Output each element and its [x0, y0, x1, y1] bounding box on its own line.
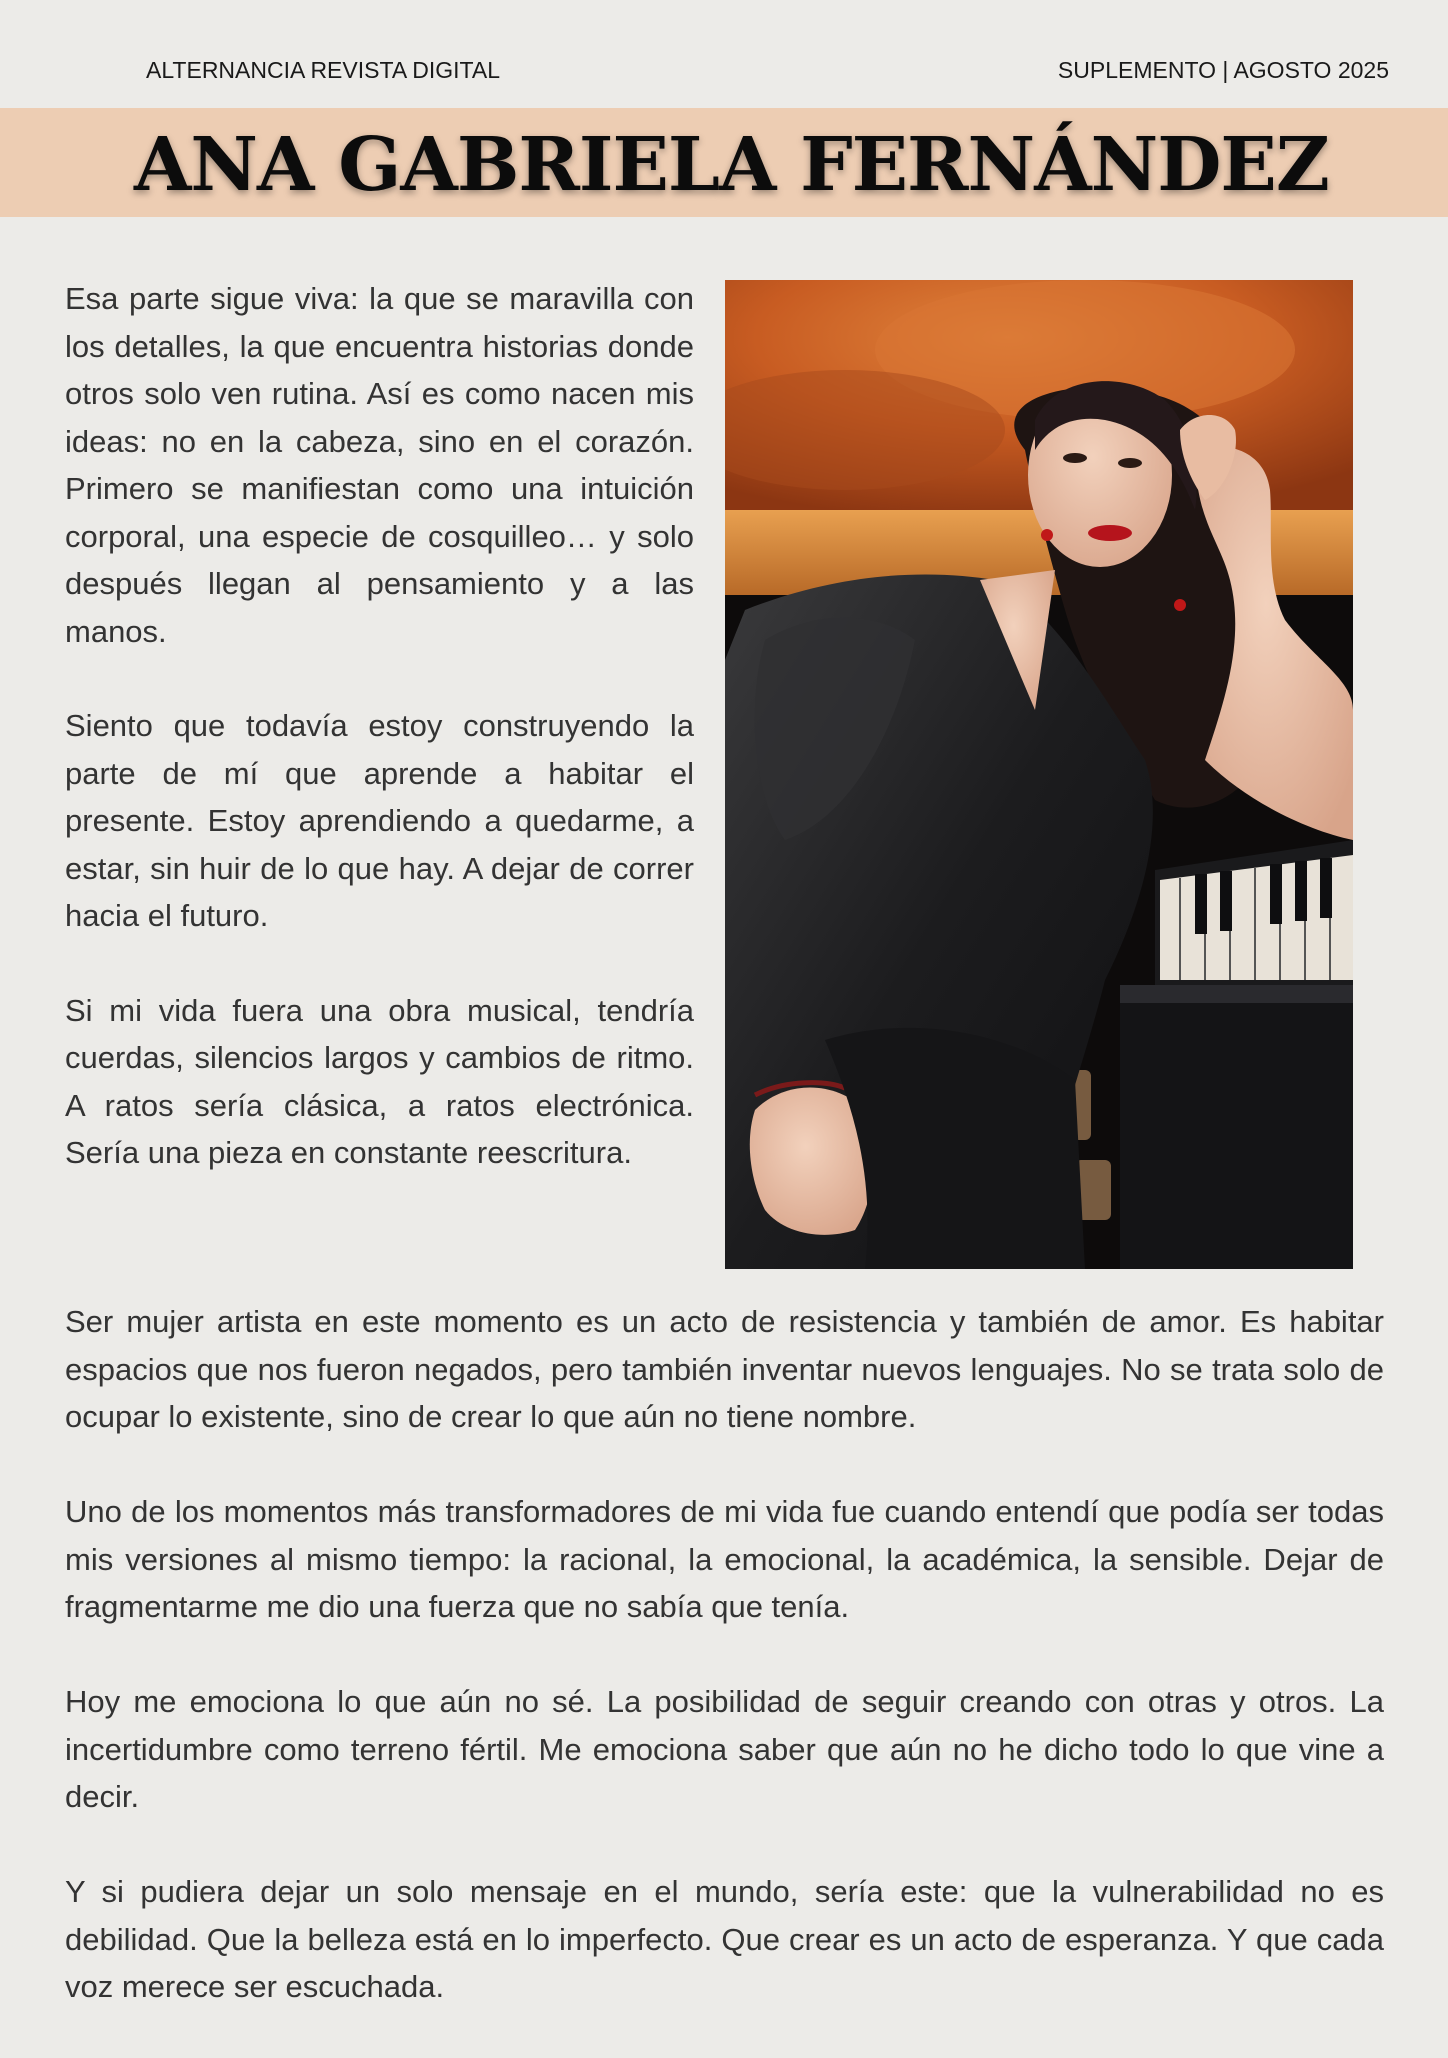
- title-band: [0, 108, 1448, 217]
- publication-name: ALTERNANCIA REVISTA DIGITAL: [146, 57, 501, 83]
- paragraph: Siento que todavía estoy construyendo la parte de mí que aprende a habitar el presente. Estoy aprendiendo a quedarme, a estar, sin huir de lo que hay. A dejar de correr hacia el futuro.: [65, 708, 694, 933]
- intro-column: [65, 275, 694, 1224]
- article-title: ANA GABRIELA FERNÁNDEZ: [134, 122, 1329, 208]
- paragraph: Si mi vida fuera una obra musical, tendría cuerdas, silencios largos y cambios de ritmo. A ratos sería clásica, a ratos electrónica. Sería una pieza en constante reescritura.: [65, 992, 694, 1170]
- paragraph: Ser mujer artista en este momento es un acto de resistencia y también de amor. Es habitar espacios que nos fueron negados, pero también inventar nuevos lenguajes. No se trata solo de ocupar lo existente, sino de crear lo que aún no tiene nombre.: [65, 1304, 1384, 1434]
- paragraph: Uno de los momentos más transformadores de mi vida fue cuando entendí que podía ser todas mis versiones al mismo tiempo: la racional, la emocional, la académica, la sensible. Dejar de fragmentarme me dio una fuerza que no sabía que tenía.: [65, 1494, 1384, 1624]
- page-header: [0, 55, 1448, 85]
- article-body: [65, 1298, 1384, 2058]
- paragraph: Hoy me emociona lo que aún no sé. La posibilidad de seguir creando con otras y otros. La incertidumbre como terreno fértil. Me emociona saber que aún no he dicho todo lo que vine a decir.: [65, 1684, 1384, 1814]
- issue-label: SUPLEMENTO | AGOSTO 2025: [1057, 57, 1389, 83]
- paragraph: Esa parte sigue viva: la que se maravilla con los detalles, la que encuentra historias donde otros solo ven rutina. Así es como nacen mis ideas: no en la cabeza, sino en el corazón. Primero se manifiestan como una intuición corporal, una especie de cosquilleo… y solo después llegan al pensamiento y a las manos.: [65, 281, 694, 649]
- portrait-photo: [725, 280, 1353, 1269]
- paragraph: Y si pudiera dejar un solo mensaje en el mundo, sería este: que la vulnerabilidad no es debilidad. Que la belleza está en lo imperfecto. Que crear es un acto de esperanza. Y que cada voz merece ser escuchada.: [65, 1874, 1384, 2004]
